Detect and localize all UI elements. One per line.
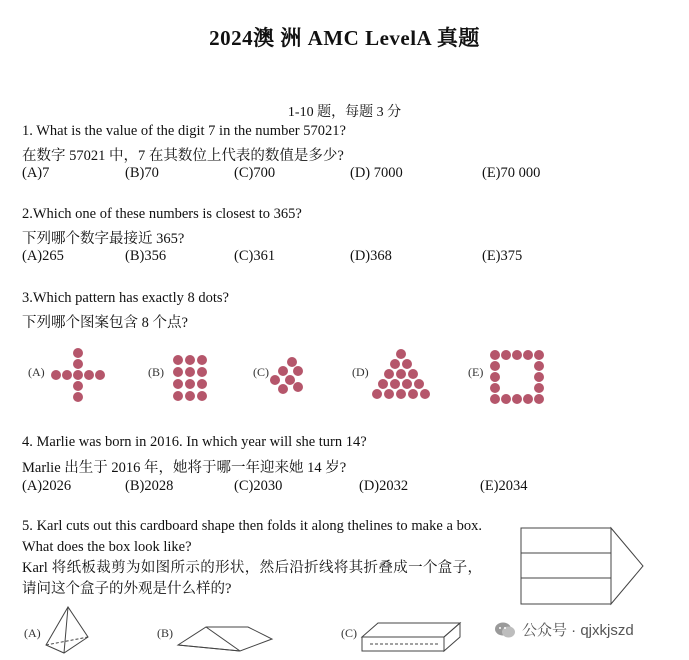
q1-option-a: (A)7 (22, 165, 50, 181)
dot (402, 359, 412, 369)
q3-option-a-label: (A) (28, 365, 45, 379)
q4-option-b: (B)2028 (125, 478, 174, 494)
dot (390, 359, 400, 369)
dot (396, 349, 406, 359)
dot (173, 391, 183, 401)
dot (490, 350, 500, 360)
dot (396, 369, 406, 379)
dot (185, 391, 195, 401)
dot (73, 348, 83, 358)
q1-option-c: (C)700 (234, 165, 276, 181)
dot (534, 372, 544, 382)
dot (420, 389, 430, 399)
dot (73, 370, 83, 380)
dot (534, 383, 544, 393)
dot (384, 389, 394, 399)
dot (408, 389, 418, 399)
dot (293, 382, 303, 392)
dot (414, 379, 424, 389)
question-4-text-zh: Marlie 出生于 2016 年，她将于哪一年迎来她 14 岁? (22, 460, 347, 476)
question-2-text-en: 2.Which one of these numbers is closest to 365? (22, 206, 302, 222)
option-a-pyramid (46, 607, 88, 653)
dot (372, 389, 382, 399)
dot (523, 394, 533, 404)
question-2-text-zh: 下列哪个数字最接近 365? (22, 231, 185, 247)
dot (185, 379, 195, 389)
q2-option-b: (B)356 (125, 248, 167, 264)
q4-option-d: (D)2032 (359, 478, 409, 494)
dot (73, 359, 83, 369)
page-title: 2024澳 洲 AMC LevelA 真题 (209, 26, 480, 50)
question-3-text-en: 3.Which pattern has exactly 8 dots? (22, 290, 229, 306)
dot (278, 366, 288, 376)
dot (278, 384, 288, 394)
q3-option-b-label: (B) (148, 365, 164, 379)
dot (173, 367, 183, 377)
dot (384, 369, 394, 379)
q5-option-shapes (0, 605, 480, 660)
dot (490, 372, 500, 382)
pattern-c-dots (270, 357, 303, 394)
dot (84, 370, 94, 380)
option-c-box (362, 623, 460, 651)
q2-option-c: (C)361 (234, 248, 276, 264)
net-rectangle (521, 528, 611, 604)
q4-option-e: (E)2034 (480, 478, 528, 494)
dot (408, 369, 418, 379)
dot (512, 350, 522, 360)
question-5-text-en: 5. Karl cuts out this cardboard shape then folds it along thelines to make a box. What does the box look like? (22, 518, 482, 555)
watermark-text: 公众号 · qjxkjszd (522, 622, 634, 639)
dot (51, 370, 61, 380)
dot (490, 361, 500, 371)
q3-option-c-label: (C) (253, 365, 269, 379)
dot (197, 355, 207, 365)
pattern-e-dots (490, 350, 544, 404)
dot (270, 375, 280, 385)
dot (173, 379, 183, 389)
wechat-icon (494, 621, 516, 639)
dot (390, 379, 400, 389)
dot (173, 355, 183, 365)
dot (185, 367, 195, 377)
q5-option-c-label: (C) (341, 626, 357, 640)
dot-patterns (0, 340, 689, 410)
question-3-text-zh: 下列哪个图案包含 8 个点? (22, 315, 188, 331)
q5-option-a-label: (A) (24, 626, 41, 640)
dot (95, 370, 105, 380)
dot (523, 350, 533, 360)
q1-option-d: (D) 7000 (350, 165, 403, 181)
question-4-text-en: 4. Marlie was born in 2016. In which year will she turn 14? (22, 434, 367, 450)
q3-option-e-label: (E) (468, 365, 484, 379)
dot (62, 370, 72, 380)
dot (287, 357, 297, 367)
dot (73, 392, 83, 402)
dot (197, 391, 207, 401)
question-1-text-en: 1. What is the value of the digit 7 in the number 57021? (22, 123, 346, 139)
q2-option-d: (D)368 (350, 248, 392, 264)
dot (293, 366, 303, 376)
dot (512, 394, 522, 404)
q2-option-a: (A)265 (22, 248, 64, 264)
dot (378, 379, 388, 389)
dot (285, 375, 295, 385)
watermark (494, 619, 634, 640)
dot (402, 379, 412, 389)
dot (197, 367, 207, 377)
dot (396, 389, 406, 399)
q5-option-b-label: (B) (157, 626, 173, 640)
pattern-b-dots (173, 355, 207, 401)
q4-option-c: (C)2030 (234, 478, 283, 494)
q1-option-b: (B)70 (125, 165, 159, 181)
q2-option-e: (E)375 (482, 248, 523, 264)
dot (534, 394, 544, 404)
section-header: 1-10 题，每题 3 分 (287, 105, 402, 120)
dot (534, 350, 544, 360)
q1-option-e: (E)70 000 (482, 165, 541, 181)
question-5-text-zh: Karl 将纸板裁剪为如图所示的形状，然后沿折线将其折叠成一个盒子，请问这个盒子的外观是什么样的? (22, 560, 482, 597)
dot (490, 383, 500, 393)
option-b-prism (178, 627, 272, 651)
net-triangle-flap (611, 528, 643, 604)
dot (73, 381, 83, 391)
pattern-d-dots (372, 349, 430, 399)
dot (534, 361, 544, 371)
pattern-a-dots (51, 348, 105, 402)
dot (501, 394, 511, 404)
dot (185, 355, 195, 365)
q4-option-a: (A)2026 (22, 478, 72, 494)
box-net-diagram (515, 522, 655, 610)
dot (197, 379, 207, 389)
question-1-text-zh: 在数字 57021 中，7 在其数位上代表的数值是多少? (22, 148, 344, 164)
dot (490, 394, 500, 404)
q3-option-d-label: (D) (352, 365, 369, 379)
dot (501, 350, 511, 360)
